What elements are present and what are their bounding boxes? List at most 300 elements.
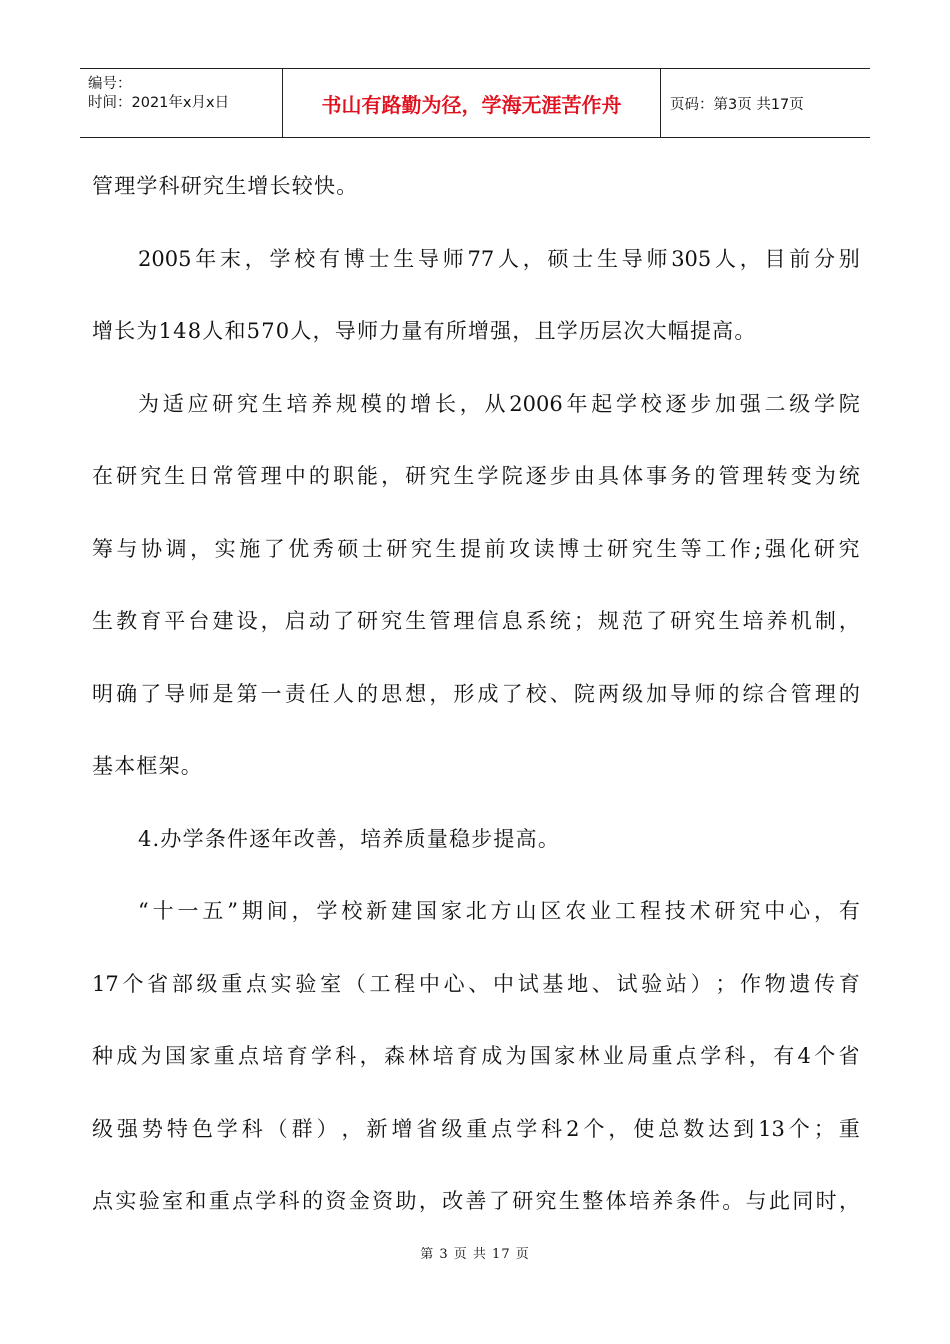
text-glyph: 学 [700,1044,722,1068]
text-glyph: 家 [189,1044,211,1068]
text-glyph: 重 [466,1116,488,1141]
text-glyph: 成 [116,1044,138,1068]
text-glyph: 究 [739,899,761,923]
text-glyph: 研 [814,536,836,561]
text-glyph: ， [814,899,835,923]
text-glyph: 与 [745,1189,767,1213]
text-glyph: 资 [372,1189,394,1213]
text-glyph: 改 [442,1189,464,1213]
text-glyph: 生 [92,609,113,633]
text-glyph: 体 [605,1189,627,1213]
text-glyph: 师 [188,681,210,706]
text-glyph: ; [754,536,762,561]
text-glyph: 级 [789,391,811,416]
text-glyph: 由 [573,464,595,488]
text-glyph: ， [739,246,761,271]
text-glyph: 士 [368,246,390,271]
text-glyph: 导 [670,681,692,706]
text-glyph: 育 [140,609,162,633]
text-glyph: 国 [529,1044,551,1068]
text-glyph: 末 [219,246,241,271]
text-glyph: 思 [381,681,403,706]
text-glyph: 博 [558,536,580,561]
text-glyph: ； [715,971,737,996]
text-glyph: 2 [566,1116,580,1141]
text-glyph: 重 [213,1044,235,1068]
text-glyph: 综 [742,681,764,706]
text-glyph: 逐 [665,391,687,416]
text-glyph: 生 [405,609,427,633]
text-line: 基本框架。 [92,754,203,778]
text-glyph: 新 [366,899,388,923]
text-glyph: 形 [453,681,475,706]
text-glyph: 培 [742,609,764,633]
text-glyph: 数 [683,1116,705,1141]
text-glyph: 省 [416,1116,438,1141]
text-glyph: 学 [813,391,835,416]
text-glyph: 点 [245,971,267,996]
text-glyph: 势 [141,1116,163,1141]
text-glyph: 人 [497,246,519,271]
text-glyph: 级 [622,681,644,706]
text-glyph: 了 [263,536,285,561]
text-glyph: 研 [386,536,408,561]
text-glyph: 施 [239,536,261,561]
text-glyph: 动 [308,609,330,633]
text-glyph: 室 [162,1189,184,1213]
text-glyph: 化 [789,536,811,561]
text-glyph: 到 [733,1116,755,1141]
text-glyph: 工 [369,971,391,996]
text-glyph: 任 [308,681,330,706]
text-glyph: 研 [405,464,427,488]
text-glyph: 培 [432,1044,454,1068]
text-glyph: 秀 [312,536,334,561]
text-glyph: 能 [357,464,379,488]
text-glyph: 培 [262,1044,284,1068]
text-glyph: 科 [724,1044,746,1068]
text-glyph: 成 [477,681,499,706]
text-glyph: ， [244,246,266,271]
text-glyph: 试 [517,971,539,996]
text-glyph: 研 [212,391,234,416]
text-glyph: 理 [453,609,475,633]
text-glyph: 步 [549,464,571,488]
text-glyph: 究 [631,536,653,561]
text-line [92,368,860,441]
text-glyph: 育 [838,971,860,996]
text-glyph: 制 [814,609,836,633]
text-glyph: 管 [790,681,812,706]
text-glyph: 第 [236,681,258,706]
text-glyph: 前 [789,246,811,271]
text-glyph: （ [266,1116,288,1141]
text-glyph: 遗 [789,971,811,996]
text-glyph: 科 [335,1044,357,1068]
text-glyph: 究 [535,1189,557,1213]
text-glyph: 攻 [509,536,531,561]
text-glyph: 件 [698,1189,720,1213]
text-glyph: 作 [729,536,751,561]
text-glyph: 的 [385,391,407,416]
text-glyph: ， [291,899,313,923]
text-glyph: 为 [138,391,159,416]
text-line [92,1165,860,1238]
text-glyph: 具 [597,464,619,488]
text-glyph: 作 [740,971,762,996]
text-glyph: 的 [308,464,330,488]
text-glyph: 验 [641,971,663,996]
text-glyph: 博 [343,246,365,271]
text-glyph: 点 [92,1189,113,1213]
text-glyph: 了 [332,609,354,633]
text-glyph: 合 [766,681,788,706]
text-glyph: ； [813,1116,835,1141]
text-glyph: 与 [116,536,138,561]
text-glyph: 整 [582,1189,604,1213]
text-glyph: 院 [501,464,523,488]
text-glyph: 师 [442,246,464,271]
text-glyph: 心 [443,971,465,996]
text-glyph: 总 [658,1116,680,1141]
text-glyph: ） [690,971,712,996]
text-glyph: 为 [140,1044,162,1068]
text-glyph: 校 [341,899,363,923]
text-glyph: 人 [332,681,354,706]
text-line [92,513,860,586]
document-body [92,150,860,1238]
text-glyph: 责 [284,681,306,706]
text-glyph: 工 [705,536,727,561]
text-glyph: ， [839,1189,860,1213]
text-glyph: 变 [790,464,812,488]
text-glyph: 研 [714,899,736,923]
text-glyph: 实 [270,971,292,996]
text-glyph: 科 [278,1189,300,1213]
text-line: 4.办学条件逐年改善，培养质量稳步提高。 [138,826,561,851]
text-glyph: 17 [92,971,119,996]
text-glyph: 实 [214,536,236,561]
text-glyph: 科 [241,1116,263,1141]
text-glyph: 师 [646,246,668,271]
text-glyph: （ [344,971,366,996]
text-glyph: 适 [162,391,184,416]
text-glyph: 家 [440,899,462,923]
text-glyph: 方 [490,899,512,923]
text-glyph: 点 [491,1116,513,1141]
text-glyph: 范 [622,609,644,633]
text-glyph: 有 [838,899,860,923]
text-glyph: ” [227,899,238,923]
text-glyph: 国 [164,1044,186,1068]
text-glyph: 校 [294,246,316,271]
text-glyph: 生 [656,536,678,561]
text-line: 增长为148人和570人，导师力量有所增强，且学历层次大幅提高。 [92,319,757,343]
text-glyph: 设 [236,609,258,633]
text-glyph: ， [381,464,403,488]
text-glyph: 应 [187,391,209,416]
text-glyph: 学 [316,899,338,923]
text-glyph: 术 [689,899,711,923]
text-glyph: 人 [715,246,737,271]
text-glyph: 的 [838,681,860,706]
text-glyph: 金 [348,1189,370,1213]
text-glyph: 教 [116,609,138,633]
text-glyph: 了 [488,1189,510,1213]
text-glyph: 技 [664,899,686,923]
text-glyph: 建 [212,609,234,633]
document-date: 时间：2021年x月x日 [88,95,230,111]
text-glyph: 有 [318,246,340,271]
text-glyph: 强 [739,391,761,416]
text-glyph: 研 [512,1189,534,1213]
text-glyph: 机 [790,609,812,633]
text-glyph: 是 [212,681,234,706]
text-glyph: 信 [477,609,499,633]
text-line [92,585,860,658]
text-glyph: 硕 [337,536,359,561]
text-glyph: 点 [675,1044,697,1068]
text-glyph: 究 [237,391,258,416]
text-glyph: 学 [255,1189,277,1213]
text-glyph: 和 [185,1189,207,1213]
text-glyph: 种 [92,1044,113,1068]
text-glyph: 平 [164,609,186,633]
text-glyph: 建 [391,899,413,923]
text-glyph: 站 [665,971,687,996]
text-glyph: 条 [675,1189,697,1213]
text-glyph: 达 [708,1116,730,1141]
text-glyph: 了 [140,681,162,706]
text-glyph: 程 [639,899,661,923]
text-glyph: 统 [549,609,571,633]
text-glyph: 2006 [509,391,563,416]
text-glyph: 资 [325,1189,347,1213]
text-line: 管理学科研究生增长较快。 [92,174,359,198]
text-glyph: 养 [311,391,333,416]
text-glyph: 士 [582,536,604,561]
document-number-label: 编号： [88,76,132,92]
text-glyph: 规 [336,391,357,416]
text-line [92,1093,860,1166]
header-motto: 书山有路勤为径，学海无涯苦作舟 [283,69,661,137]
text-line [92,658,860,731]
text-glyph: 林 [408,1044,430,1068]
text-glyph: 学 [269,246,291,271]
text-glyph: 养 [766,609,788,633]
text-glyph: 个 [814,1044,836,1068]
text-glyph: 两 [597,681,619,706]
text-glyph: 区 [540,899,562,923]
page-header [80,68,870,138]
text-glyph: 确 [116,681,138,706]
text-glyph: 重 [838,1116,860,1141]
text-glyph: 管 [718,464,740,488]
text-glyph: 转 [766,464,788,488]
text-glyph: 级 [92,1116,113,1141]
text-glyph: 导 [621,246,643,271]
text-glyph: 特 [166,1116,188,1141]
text-glyph: 中 [492,971,514,996]
text-glyph: 生 [393,246,415,271]
text-glyph: 十 [152,899,174,923]
text-glyph: 起 [591,391,613,416]
text-glyph: 一 [260,681,282,706]
text-glyph: 模 [360,391,382,416]
text-glyph: 师 [694,681,716,706]
text-glyph: 士 [572,246,594,271]
text-glyph: 试 [616,971,638,996]
text-glyph: 省 [147,971,169,996]
text-glyph: 强 [764,536,786,561]
text-glyph: 硕 [547,246,569,271]
text-glyph: 业 [602,1044,624,1068]
page-footer: 第 3 页 共 17 页 [420,1247,530,1262]
text-glyph: 规 [597,609,619,633]
text-glyph: 重 [208,1189,230,1213]
text-glyph: 的 [694,464,716,488]
text-glyph: 明 [92,681,113,706]
text-glyph: 学 [615,391,637,416]
text-glyph: 院 [573,681,595,706]
text-glyph: 助 [395,1189,417,1213]
text-glyph: 育 [286,1044,308,1068]
text-glyph: 传 [814,971,836,996]
text-glyph: 重 [221,971,243,996]
text-glyph: 职 [332,464,354,488]
header-page-number: 页码：第3页 共17页 [670,96,804,113]
text-glyph: 究 [838,536,860,561]
text-glyph: 加 [646,681,668,706]
text-glyph: ， [341,1116,363,1141]
text-glyph: 强 [116,1116,138,1141]
text-glyph: 增 [410,391,432,416]
text-glyph: 。 [722,1189,744,1213]
text-glyph: 究 [381,609,403,633]
text-glyph: 中 [764,899,786,923]
text-glyph: 305 [671,246,712,271]
text-glyph: 究 [140,464,162,488]
text-line [92,440,860,513]
text-glyph: 前 [484,536,506,561]
text-glyph: 生 [435,536,457,561]
text-glyph: 级 [441,1116,463,1141]
text-glyph: 研 [670,609,692,633]
text-glyph: 等 [680,536,702,561]
text-glyph: 时 [815,1189,837,1213]
text-glyph: 优 [288,536,310,561]
text-glyph: 的 [302,1189,324,1213]
text-glyph: 山 [515,899,537,923]
text-glyph: 、 [549,681,571,706]
text-glyph: 部 [171,971,193,996]
text-glyph: 长 [435,391,456,416]
text-glyph: 究 [410,536,432,561]
text-glyph: 局 [627,1044,649,1068]
text-glyph: ， [838,609,860,633]
text-glyph: 个 [788,1116,810,1141]
text-glyph: 研 [116,464,138,488]
text-glyph: 启 [284,609,306,633]
text-glyph: 林 [578,1044,600,1068]
text-glyph: 77 [467,246,495,271]
text-glyph: ） [316,1116,338,1141]
text-glyph: 二 [764,391,786,416]
text-glyph: 间 [266,899,288,923]
text-glyph: 群 [291,1116,313,1141]
text-glyph: 、 [591,971,613,996]
text-glyph: 培 [286,391,308,416]
text-glyph: ， [260,609,282,633]
text-glyph: 13 [758,1116,785,1141]
text-glyph: 提 [459,536,481,561]
text-glyph: 年 [195,246,217,271]
text-glyph: 生 [164,464,186,488]
text-glyph: ， [522,246,544,271]
text-glyph: 一 [177,899,199,923]
text-line [92,875,860,948]
text-glyph: 北 [465,899,487,923]
text-glyph: “ [138,899,149,923]
header-meta [80,69,283,137]
text-glyph: 程 [394,971,416,996]
text-glyph: 生 [596,246,618,271]
text-glyph: 目 [764,246,786,271]
text-line [92,223,860,296]
text-glyph: 生 [261,391,283,416]
text-glyph: 、 [468,971,490,996]
text-glyph: 务 [670,464,692,488]
text-glyph: 学 [477,464,499,488]
text-glyph: 实 [115,1189,137,1213]
text-glyph: 有 [773,1044,795,1068]
text-glyph: 院 [838,391,860,416]
text-glyph: 息 [501,609,523,633]
text-glyph: 培 [628,1189,650,1213]
text-glyph: 分 [814,246,836,271]
text-line [92,948,860,1021]
text-glyph: 心 [789,899,811,923]
text-glyph: 的 [357,681,379,706]
text-glyph: 加 [714,391,736,416]
text-glyph: 理 [260,464,282,488]
text-glyph: 中 [284,464,306,488]
text-glyph: 理 [814,681,836,706]
text-glyph: 增 [391,1116,413,1141]
text-glyph: 育 [456,1044,478,1068]
text-glyph: 协 [141,536,163,561]
text-glyph: 重 [651,1044,673,1068]
text-glyph: 究 [694,609,716,633]
text-glyph: 生 [453,464,475,488]
text-glyph: 地 [567,971,589,996]
text-glyph: 系 [525,609,547,633]
text-glyph: 的 [718,681,740,706]
text-glyph: 读 [533,536,555,561]
text-glyph: ， [459,391,481,416]
text-glyph: 4 [797,1044,811,1068]
text-glyph: 验 [138,1189,160,1213]
text-glyph: 使 [633,1116,655,1141]
text-glyph: 逐 [525,464,547,488]
text-glyph: ， [429,681,451,706]
text-glyph: 个 [122,971,144,996]
text-glyph: 士 [361,536,383,561]
text-glyph: 了 [646,609,668,633]
text-glyph: 善 [465,1189,487,1213]
text-glyph: 体 [622,464,644,488]
text-glyph: 研 [357,609,379,633]
